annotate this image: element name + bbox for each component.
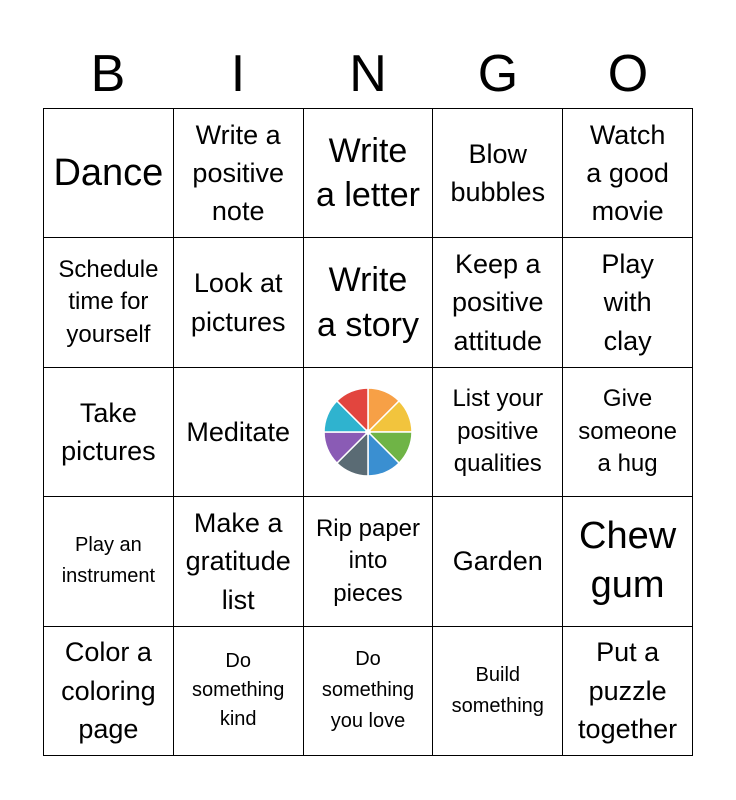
bingo-cell[interactable]	[433, 109, 563, 238]
bingo-cell[interactable]	[563, 238, 693, 367]
cell-text: Color a coloring page	[61, 637, 156, 744]
header-letter-o: O	[607, 45, 649, 103]
cell-text: Chew gum	[579, 515, 677, 607]
bingo-cell[interactable]	[174, 368, 304, 497]
cell-text: Dance	[53, 151, 164, 194]
bingo-cell[interactable]	[563, 109, 693, 238]
bingo-cell[interactable]	[563, 497, 693, 626]
cell-text: Look at pictures	[190, 268, 286, 337]
cell-text: Build something	[451, 663, 544, 717]
bingo-header	[43, 40, 693, 108]
cell-text: Garden	[452, 546, 543, 577]
bingo-cell[interactable]	[174, 497, 304, 626]
bingo-cell[interactable]	[304, 238, 434, 367]
bingo-cell[interactable]	[44, 368, 174, 497]
bingo-cell[interactable]	[44, 109, 174, 238]
color-wheel-icon	[322, 386, 414, 478]
header-letter-g: G	[477, 45, 519, 103]
bingo-cell[interactable]	[433, 627, 563, 756]
bingo-cell[interactable]	[433, 368, 563, 497]
cell-text: Rip paper into pieces	[315, 514, 421, 607]
cell-text: Do something kind	[192, 650, 285, 731]
bingo-cell[interactable]	[563, 627, 693, 756]
cell-text: Blow bubbles	[450, 138, 546, 208]
bingo-cell[interactable]	[44, 497, 174, 626]
cell-text: Make a gratitude list	[185, 507, 291, 615]
bingo-cell[interactable]	[433, 238, 563, 367]
cell-text: Play with clay	[601, 249, 654, 356]
cell-text: Put a puzzle together	[578, 637, 678, 744]
bingo-cell[interactable]	[304, 497, 434, 626]
bingo-cell[interactable]	[433, 497, 563, 626]
cell-text: Give someone a hug	[578, 385, 677, 478]
bingo-grid	[43, 108, 693, 756]
bingo-cell[interactable]	[44, 627, 174, 756]
cell-text: Schedule time for yourself	[58, 256, 159, 348]
cell-text: Do something you love	[321, 648, 415, 733]
cell-text: Meditate	[186, 416, 290, 447]
bingo-cell[interactable]	[174, 109, 304, 238]
color-wheel-center	[365, 429, 371, 435]
cell-text: Write a letter	[316, 132, 420, 215]
header-letter-b: B	[90, 45, 126, 103]
header-letter-n: N	[349, 45, 387, 103]
header-letter-i: I	[230, 45, 246, 103]
bingo-cell[interactable]	[174, 627, 304, 756]
cell-text: Take pictures	[61, 397, 156, 466]
cell-text: Keep a positive attitude	[452, 249, 544, 356]
cell-text: Write a positive note	[192, 119, 284, 227]
cell-text: Watch a good movie	[586, 119, 669, 227]
free-space-cell[interactable]	[304, 368, 434, 497]
bingo-cell[interactable]	[563, 368, 693, 497]
cell-text: List your positive qualities	[452, 385, 544, 478]
cell-text: Play an instrument	[61, 534, 156, 588]
bingo-cell[interactable]	[304, 627, 434, 756]
bingo-cell[interactable]	[44, 238, 174, 367]
bingo-cell[interactable]	[174, 238, 304, 367]
bingo-cell[interactable]	[304, 109, 434, 238]
cell-text: Write a story	[316, 261, 420, 344]
